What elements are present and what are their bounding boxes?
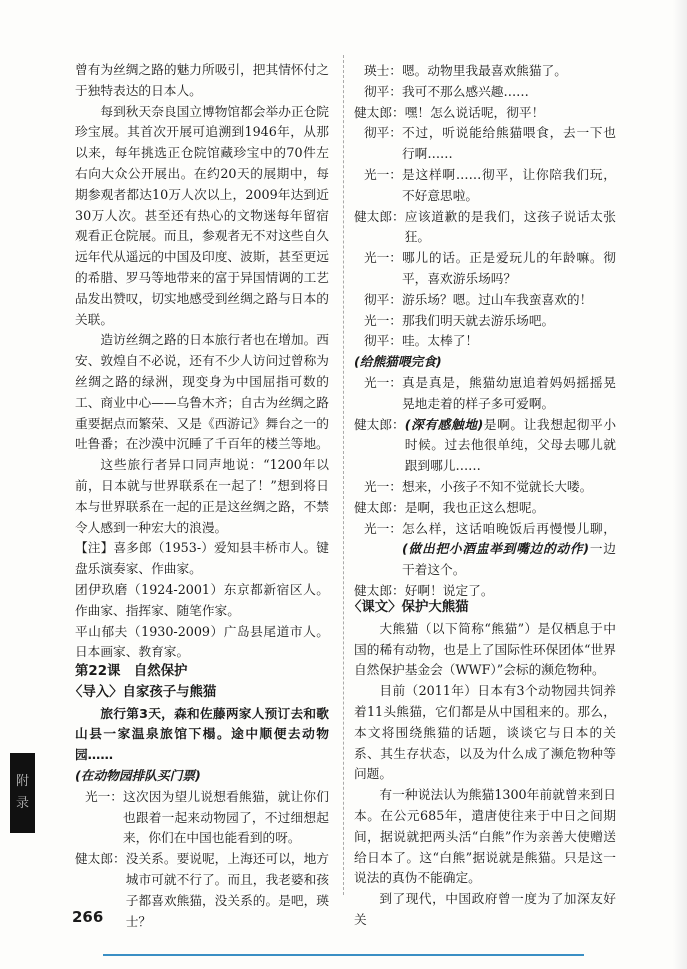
dialogue-line — [354, 498, 616, 519]
lesson-section — [69, 662, 329, 932]
speaker: 健太郎： — [354, 416, 405, 432]
dialogue-line — [354, 123, 616, 165]
appendix-tab — [10, 753, 35, 833]
dialogue-line — [354, 373, 616, 415]
intro-title: 〈导入〉自家孩子与熊猫 — [69, 684, 217, 700]
dialogue-text: 应该道歉的是我们，这孩子说话太张狂。 — [404, 208, 616, 245]
dialogue-line — [354, 290, 616, 311]
speaker: 健太郎： — [354, 499, 405, 515]
note: 平山郁夫（1930-2009）广岛县尾道市人。日本画家、教育家。 — [75, 623, 329, 660]
dialogue-text: 这次因为望儿说想看熊猫，就让你们也跟着一起来动物园了，不过细想起来，你们在中国也能看到的呀。 — [123, 788, 329, 846]
dialogue-line — [354, 477, 616, 498]
dialogue-text: 哪儿的话。正是爱玩儿的年龄嘛。彻平，喜欢游乐场吗？ — [402, 250, 616, 286]
paragraph: 目前（2011年）日本有3个动物园共饲养着11头熊猫，它们都是从中国租来的。那么，本文将围绕熊猫的话题，谈谈它与日本的关系、其生存状态，以及为什么成了濒危物种等问题。 — [354, 683, 616, 782]
speaker: 光一： — [363, 374, 402, 390]
speaker: 光一： — [363, 478, 402, 494]
speaker: 彻平： — [363, 333, 402, 349]
text-section — [348, 598, 616, 931]
dialogue-text: 好啊！说定了。 — [404, 582, 494, 598]
dialogue-text: 我可不那么感兴趣…… — [402, 83, 529, 99]
speaker: 健太郎： — [75, 851, 126, 867]
paragraph: 曾有为丝绸之路的魅力所吸引，把其情怀付之于独特表达的日本人。 — [75, 62, 329, 98]
paragraph: 大熊猫（以下简称“熊猫”）是仅栖息于中国的稀有动物，也是上了国际性环保团体“世界自然保护基金会（WWF）”会标的濒危物种。 — [354, 620, 616, 678]
speaker: 光一： — [363, 312, 402, 328]
dialogue-text: 是这样啊……彻平，让你陪我们玩，不好意思啦。 — [402, 166, 616, 203]
speaker: 光一： — [84, 788, 123, 804]
dialogue-line — [354, 207, 616, 249]
page-number: 266 — [72, 908, 104, 926]
dialogue-line — [354, 331, 616, 352]
note: 【注】喜多郎（1953-）爱知县丰桥市人。键盘乐演奏家、作曲家。 — [75, 540, 329, 577]
speaker: 光一： — [363, 250, 402, 266]
dialogue-text: 是啊。让我想起彻平小时候。过去他很单纯，父母去哪儿就跟到哪儿…… — [404, 416, 617, 474]
right-column — [354, 61, 616, 602]
dialogue-line — [354, 415, 616, 477]
dialogue-text: 是啊，我也正这么想呢。 — [404, 499, 545, 515]
speaker: 健太郎： — [354, 208, 405, 224]
tab-char: 录 — [15, 796, 29, 811]
speaker: 健太郎： — [354, 104, 405, 120]
speaker: 彻平： — [363, 83, 402, 99]
dialogue-line — [354, 248, 616, 290]
intro-text: 旅行第3天，森和佐藤两家人预订去和歌山县一家温泉旅馆下榻。途中顺便去动物园…… — [75, 705, 329, 763]
stage-direction: (给熊猫喂完食) — [354, 354, 442, 370]
stage-direction: (在动物园排队买门票) — [75, 767, 201, 783]
dialogue-text: 不过，听说能给熊猫喂食，去一下也行啊…… — [402, 125, 616, 162]
paragraph: 造访丝绸之路的日本旅行者也在增加。西安、敦煌自不必说，还有不少人访问过曾称为丝绸之路的绿洲，现变身为中国屈指可数的工、商业中心——乌鲁木齐；自古为丝绸之路重要据点而繁荣、又是《西游记》舞台之一的吐鲁番；在沙漠中沉睡了千百年的楼兰等地。 — [75, 332, 329, 452]
paragraph: 有一种说法认为熊猫1300年前就曾来到日本。在公元685年，遣唐使往来于中日之间期间，据说就把两头活“白熊”作为亲善大使赠送给日本了。这“白熊”据说就是熊猫。只是这一说法的真伪不能确定。 — [354, 787, 616, 886]
speaker: 彻平： — [363, 125, 402, 141]
dialogue-line — [354, 103, 616, 124]
dialogue-line — [354, 82, 616, 103]
dialogue-text: 一边干着这个。 — [402, 541, 616, 578]
tab-char: 附 — [15, 774, 29, 789]
action-direction: (深有感触地) — [404, 416, 484, 432]
paragraph: 这些旅行者异口同声地说：“1200年以前，日本就与世界联系在一起了！”想到将日本与世界联系在一起的正是这丝绸之路，不禁令人感到一种宏大的浪漫。 — [75, 457, 329, 535]
dialogue-line — [75, 787, 329, 849]
dialogue-line — [354, 519, 616, 581]
dialogue-text: 游乐场？嗯。过山车我蛮喜欢的！ — [402, 291, 593, 307]
speaker: 光一： — [363, 166, 402, 182]
dialogue-text: 那我们明天就去游乐场吧。 — [402, 312, 555, 328]
scan-edge — [673, 0, 687, 969]
dialogue-text: 没关系。要说呢，上海还可以，地方城市可就不行了。而且，我老婆和孩子都喜欢熊猫，没关系的。是吧，瑛士？ — [125, 851, 329, 929]
left-column — [75, 60, 329, 663]
dialogue-text: 嘿！怎么说话呢，彻平！ — [404, 104, 545, 120]
dialogue-text: 哇。太棒了！ — [402, 333, 479, 349]
note: 团伊玖磨（1924-2001）东京都新宿区人。作曲家、指挥家、随笔作家。 — [75, 581, 329, 618]
bottom-rule — [103, 954, 584, 956]
paragraph: 每到秋天奈良国立博物馆都会举办正仓院珍宝展。其首次开展可追溯到1946年，从那以来，每年挑选正仓院馆藏珍宝中的70件左右向大众公开展出。在约20天的展期中，每期参观者都达10万人次以上，2009年达到近30万人次。甚至还有热心的文物迷每年留宿观看正仓院展。而且，参观者无不对这些自久远年代从遥远的中国及印度、波斯，甚至更远的希腊、罗马等地带来的富于异国情调的工艺品发出赞叹，切实地感受到丝绸之路与日本的关联。 — [75, 103, 329, 327]
dialogue-text: 嗯。动物里我最喜欢熊猫了。 — [402, 63, 567, 78]
dialogue-text: 怎么样，这话咱晚饭后再慢慢儿聊， — [402, 520, 616, 536]
speaker: 彻平： — [363, 291, 402, 307]
speaker: 健太郎： — [354, 582, 405, 598]
dialogue-line — [75, 849, 329, 932]
speaker: 瑛士： — [363, 63, 402, 78]
dialogue-text: 真是真是，熊猫幼崽追着妈妈摇摇晃晃地走着的样子多可爱啊。 — [402, 374, 616, 411]
text-title: 〈课文〉保护大熊猫 — [348, 600, 469, 615]
lesson-title: 第22课 自然保护 — [75, 664, 188, 679]
dialogue-line — [354, 165, 616, 207]
paragraph: 到了现代，中国政府曾一度为了加深友好关 — [354, 891, 616, 927]
speaker: 光一： — [363, 520, 402, 536]
dialogue-line — [354, 311, 616, 332]
column-divider — [343, 55, 344, 895]
dialogue-text: 想来，小孩子不知不觉就长大喽。 — [402, 478, 593, 494]
action-direction: (做出把小酒盅举到嘴边的动作) — [402, 541, 590, 557]
dialogue-line — [354, 61, 616, 82]
